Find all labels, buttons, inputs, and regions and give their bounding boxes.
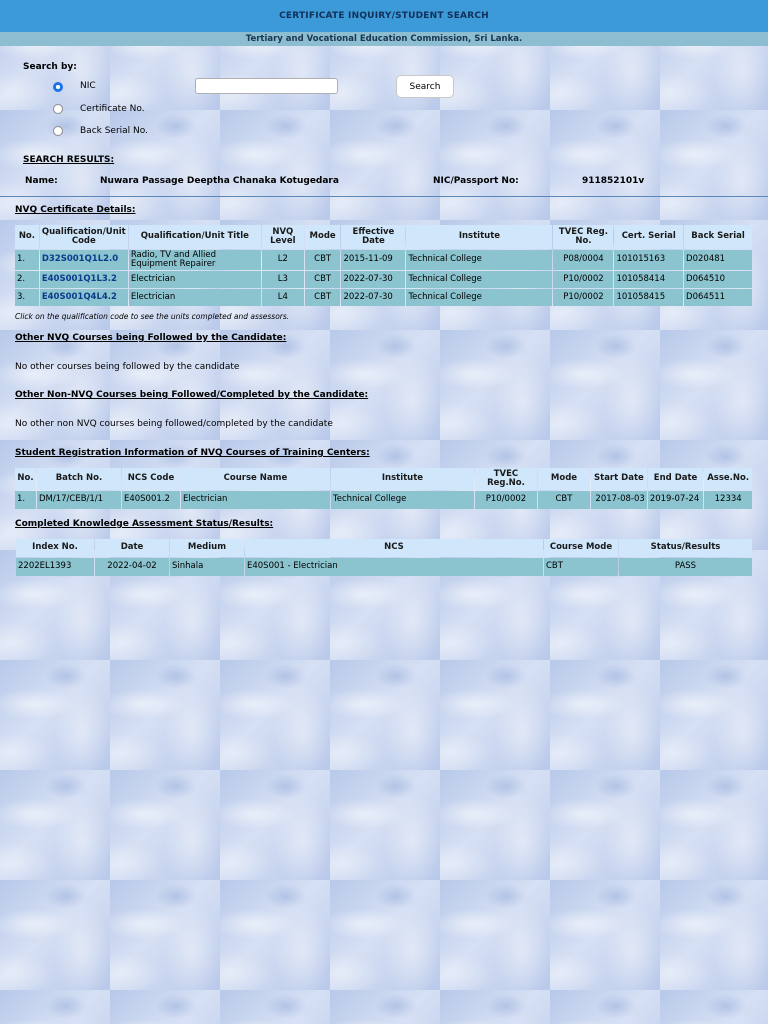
row-no: 2. — [15, 271, 39, 288]
col-start-date: Start Date — [591, 468, 647, 490]
medium: Sinhala — [170, 558, 244, 576]
other-nvq-heading: Other NVQ Courses being Followed by the Candidate: — [15, 333, 287, 343]
col-mode: Mode — [538, 468, 590, 490]
mode: CBT — [538, 491, 590, 509]
cert-serial: 101058415 — [614, 289, 683, 306]
cert-serial: 101058414 — [614, 271, 683, 288]
nvq-heading: NVQ Certificate Details: — [15, 205, 136, 215]
effective-date: 2022-07-30 — [341, 289, 405, 306]
qualification-title: Electrician — [129, 271, 261, 288]
col-end-date: End Date — [648, 468, 703, 490]
col-qualification-title: Qualification/Unit Title — [129, 225, 261, 249]
table-header-row — [15, 468, 752, 490]
institute: Technical College — [406, 289, 552, 306]
col-course-name: Course Name — [181, 468, 330, 490]
mode: CBT — [305, 289, 341, 306]
mode: CBT — [305, 271, 341, 288]
col-status-results: Status/Results — [619, 539, 752, 557]
qualification-code-note: Click on the qualification code to see the units completed and assessors. — [15, 312, 290, 321]
cert-serial: 101015163 — [614, 250, 683, 270]
col-asse-no: Asse.No. — [704, 468, 752, 490]
search-button[interactable]: Search — [396, 75, 454, 98]
tvec-reg-no: P08/0004 — [553, 250, 613, 270]
table-row — [15, 289, 752, 306]
institute: Technical College — [406, 271, 552, 288]
col-ncs-code: NCS Code — [122, 468, 180, 490]
other-non-nvq-heading: Other Non-NVQ Courses being Followed/Completed by the Candidate: — [15, 390, 369, 400]
table-row — [15, 271, 752, 288]
col-batch-no: Batch No. — [37, 468, 121, 490]
row-no: 1. — [15, 250, 39, 270]
asse-no: 12334 — [704, 491, 752, 509]
institute: Technical College — [331, 491, 474, 509]
sub-header — [0, 32, 768, 46]
radio-certificate-no[interactable] — [53, 104, 63, 114]
radio-back-serial-no-label[interactable]: Back Serial No. — [80, 126, 148, 136]
table-row — [15, 250, 752, 270]
table-header-row — [16, 539, 752, 557]
col-no: No. — [15, 225, 39, 249]
col-qualification-code: Qualification/Unit Code — [40, 225, 128, 249]
back-serial: D064511 — [684, 289, 752, 306]
table-header-row — [15, 225, 752, 249]
course-mode: CBT — [544, 558, 618, 576]
radio-certificate-no-label[interactable]: Certificate No. — [80, 104, 145, 114]
radio-back-serial-no[interactable] — [53, 126, 63, 136]
tvec-reg-no: P10/0002 — [553, 289, 613, 306]
registration-heading: Student Registration Information of NVQ Courses of Training Centers: — [15, 448, 370, 458]
col-effective-date: Effective Date — [341, 225, 405, 249]
col-institute: Institute — [406, 225, 552, 249]
effective-date: 2022-07-30 — [341, 271, 405, 288]
qualification-title: Electrician — [129, 289, 261, 306]
qualification-code-link[interactable]: E40S001Q4L4.2 — [40, 289, 128, 306]
nvq-certificate-table — [14, 224, 753, 307]
registration-table — [14, 467, 753, 510]
radio-nic-label[interactable]: NIC — [80, 81, 96, 91]
col-ncs: NCS — [245, 539, 543, 557]
nic-label: NIC/Passport No: — [433, 176, 519, 186]
qualification-code-link[interactable]: E40S001Q1L3.2 — [40, 271, 128, 288]
col-back-serial: Back Serial — [684, 225, 752, 249]
page-header — [0, 0, 768, 32]
tvec-reg-no: P10/0002 — [475, 491, 537, 509]
col-no: No. — [15, 468, 36, 490]
nvq-level: L4 — [262, 289, 304, 306]
ncs-code: E40S001.2 — [122, 491, 180, 509]
col-course-mode: Course Mode — [544, 539, 618, 557]
start-date: 2017-08-03 — [591, 491, 647, 509]
col-tvec-reg-no: TVEC Reg.No. — [475, 468, 537, 490]
col-date: Date — [95, 539, 169, 557]
radio-nic[interactable] — [53, 82, 63, 92]
col-cert-serial: Cert. Serial — [614, 225, 683, 249]
row-no: 1. — [15, 491, 36, 509]
search-by-label: Search by: — [23, 62, 77, 72]
col-index-no: Index No. — [16, 539, 94, 557]
candidate-name: Nuwara Passage Deeptha Chanaka Kotugedara — [100, 176, 339, 186]
assessment-heading: Completed Knowledge Assessment Status/Results: — [15, 519, 274, 529]
effective-date: 2015-11-09 — [341, 250, 405, 270]
table-row — [15, 491, 752, 509]
col-medium: Medium — [170, 539, 244, 557]
end-date: 2019-07-24 — [648, 491, 703, 509]
status-results: PASS — [619, 558, 752, 576]
table-row — [16, 558, 752, 576]
name-label: Name: — [25, 176, 58, 186]
col-mode: Mode — [305, 225, 341, 249]
nvq-level: L2 — [262, 250, 304, 270]
date: 2022-04-02 — [95, 558, 169, 576]
col-nvq-level: NVQ Level — [262, 225, 304, 249]
index-no: 2202EL1393 — [16, 558, 94, 576]
mode: CBT — [305, 250, 341, 270]
course-name: Electrician — [181, 491, 330, 509]
page-subtitle: Tertiary and Vocational Education Commission, Sri Lanka. — [245, 34, 523, 44]
back-serial: D020481 — [684, 250, 752, 270]
qualification-code-link[interactable]: D32S001Q1L2.0 — [40, 250, 128, 270]
qualification-title: Radio, TV and Allied Equipment Repairer — [129, 250, 261, 270]
back-serial: D064510 — [684, 271, 752, 288]
assessment-table — [15, 538, 753, 577]
batch-no: DM/17/CEB/1/1 — [37, 491, 121, 509]
ncs: E40S001 - Electrician — [245, 558, 543, 576]
col-institute: Institute — [331, 468, 474, 490]
other-non-nvq-text: No other non NVQ courses being followed/completed by the candidate — [15, 419, 333, 429]
search-results-heading: SEARCH RESULTS: — [23, 155, 115, 165]
tvec-reg-no: P10/0002 — [553, 271, 613, 288]
divider — [0, 196, 768, 197]
nic-value: 911852101v — [582, 176, 645, 186]
nvq-level: L3 — [262, 271, 304, 288]
search-input[interactable] — [195, 78, 338, 94]
row-no: 3. — [15, 289, 39, 306]
other-nvq-text: No other courses being followed by the candidate — [15, 362, 240, 372]
institute: Technical College — [406, 250, 552, 270]
page-title: CERTIFICATE INQUIRY/STUDENT SEARCH — [279, 11, 489, 21]
col-tvec-reg-no: TVEC Reg. No. — [553, 225, 613, 249]
